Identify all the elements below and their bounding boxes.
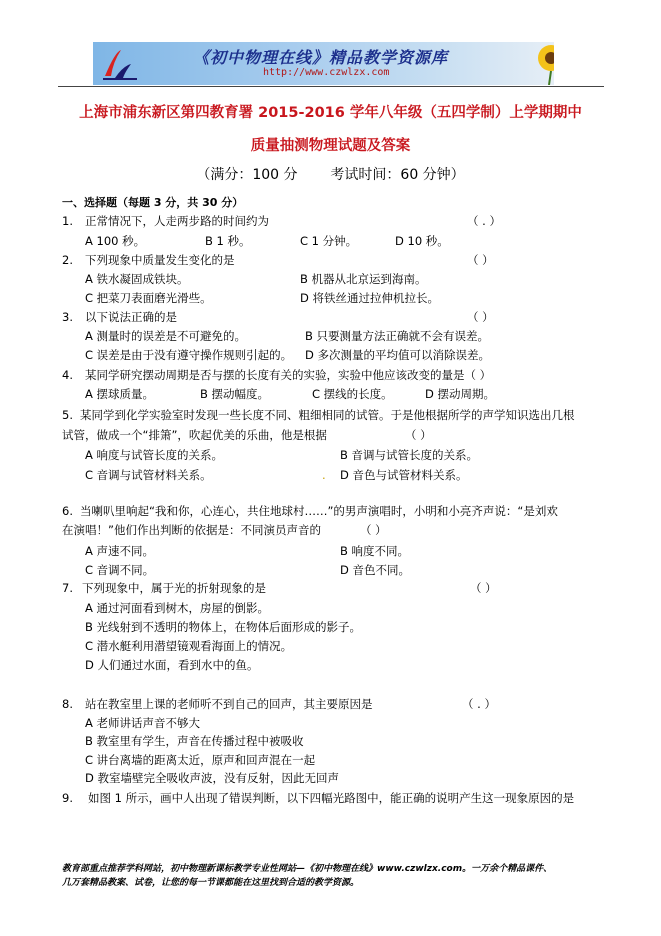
option-b: B 音调与试管长度的关系。 [340, 448, 479, 462]
option-c: C 潜水艇利用潜望镜观看海面上的情况。 [85, 639, 293, 653]
full-score: （满分：100 分 [196, 167, 298, 183]
question-number: 8. [62, 697, 73, 711]
doc-title-line2: 质量抽测物理试题及答案 [250, 138, 411, 154]
option-c: C 误差是由于没有遵守操作规则引起的。 [85, 348, 293, 362]
answer-bracket: （ . ） [462, 697, 496, 711]
question-stem: 下列现象中质量发生变化的是 [85, 253, 235, 267]
option-d: D 多次测量的平均值可以消除误差。 [305, 348, 491, 362]
option-c: C 音调与试管材料关系。 [85, 468, 212, 482]
exam-info [0, 164, 661, 184]
option-d: D 10 秒。 [395, 234, 449, 248]
question-stem: 如图 1 所示，画中人出现了错误判断，以下四幅光路图中，能正确的说明产生这一现象原因的是 [88, 791, 575, 805]
doc-title-line1: 上海市浦东新区第四教育署 2015-2016 学年八年级（五四学制）上学期期中 [79, 105, 582, 121]
footer-line2: 几万套精品教案、试卷，让您的每一节课都能在这里找到合适的教学资源。 [62, 878, 360, 888]
option-c: C 摆线的长度。 [312, 387, 393, 401]
question-stem: 下列现象中，属于光的折射现象的是 [82, 581, 266, 595]
option-d: D 教室墙壁完全吸收声波，没有反射，因此无回声 [85, 771, 340, 785]
question-number: 7. [62, 581, 73, 595]
exam-time: 考试时间：60 分钟） [330, 167, 465, 183]
question-stem-cont: 在演唱！”他们作出判断的依据是：不同演员声音的 [62, 523, 321, 537]
banner-url: http://www.czwlzx.com [263, 67, 390, 78]
option-a: A 铁水凝固成铁块。 [85, 272, 189, 286]
option-b: B 教室里有学生，声音在传播过程中被吸收 [85, 734, 304, 748]
option-d: D 摆动周期。 [425, 387, 496, 401]
answer-bracket: （ . ） [467, 214, 501, 228]
option-a: A 响度与试管长度的关系。 [85, 448, 224, 462]
question-number: 6. [62, 504, 73, 518]
option-b: B 响度不同。 [340, 544, 410, 558]
option-a: A 老师讲话声音不够大 [85, 716, 201, 730]
site-logo-icon [101, 46, 139, 82]
question-stem: 以下说法正确的是 [85, 310, 177, 324]
footer-line1: 教育部重点推荐学科网站，初中物理新课标教学专业性网站—《初中物理在线》www.czwlzx.com。一万余个精品课件、 [62, 864, 553, 874]
option-b: B 机器从北京运到海南。 [300, 272, 427, 286]
question-stem: 站在教室里上课的老师听不到自己的回声，其主要原因是 [85, 697, 373, 711]
stray-dot: . [322, 468, 326, 482]
option-c: C 音调不同。 [85, 563, 155, 577]
option-a: A 摆球质量。 [85, 387, 155, 401]
option-c: C 1 分钟。 [300, 234, 358, 248]
header-banner [93, 42, 554, 85]
option-b: B 摆动幅度。 [200, 387, 270, 401]
answer-bracket: （ ） [405, 428, 432, 442]
question-number: 3. [62, 310, 73, 324]
answer-bracket: （ ） [470, 581, 497, 595]
sunflower-icon [533, 42, 554, 85]
question-stem: 当喇叭里响起“我和你，心连心，共住地球村……”的男声演唱时，小明和小亮齐声说：“是刘欢 [80, 504, 558, 518]
question-stem: 正常情况下，人走两步路的时间约为 [85, 214, 269, 228]
option-c: C 把菜刀表面磨光滑些。 [85, 291, 212, 305]
option-a: A 测量时的误差是不可避免的。 [85, 329, 247, 343]
option-a: A 通过河面看到树木，房屋的倒影。 [85, 601, 270, 615]
question-stem-cont: 试管，做成一个“排箫”，吹起优美的乐曲，他是根据 [62, 428, 327, 442]
question-number: 9. [62, 791, 73, 805]
question-stem: 某同学到化学实验室时发现一些长度不同、粗细相同的试管。于是他根据所学的声学知识选出几根 [80, 408, 575, 422]
option-b: B 1 秒。 [205, 234, 251, 248]
option-d: D 音色不同。 [340, 563, 411, 577]
option-d: D 音色与试管材料关系。 [340, 468, 468, 482]
question-stem: 某同学研究摆动周期是否与摆的长度有关的实验，实验中他应该改变的量是（ ） [85, 368, 492, 382]
option-b: B 只要测量方法正确就不会有误差。 [305, 329, 490, 343]
option-d: D 人们通过水面，看到水中的鱼。 [85, 658, 259, 672]
option-a: A 100 秒。 [85, 234, 146, 248]
section-heading: 一、选择题（每题 3 分，共 30 分） [62, 196, 244, 209]
answer-bracket: （ ） [467, 310, 494, 324]
answer-bracket: （ ） [467, 253, 494, 267]
option-a: A 声速不同。 [85, 544, 155, 558]
question-number: 2. [62, 253, 73, 267]
header-divider [58, 86, 604, 87]
option-b: B 光线射到不透明的物体上，在物体后面形成的影子。 [85, 620, 362, 634]
banner-title: 《初中物理在线》精品教学资源库 [193, 48, 449, 67]
answer-bracket: （ ） [360, 523, 387, 537]
question-number: 5. [62, 408, 73, 422]
option-c: C 讲台离墙的距离太近，原声和回声混在一起 [85, 753, 316, 767]
question-number: 4. [62, 368, 73, 382]
option-d: D 将铁丝通过拉伸机拉长。 [300, 291, 440, 305]
question-number: 1. [62, 214, 73, 228]
